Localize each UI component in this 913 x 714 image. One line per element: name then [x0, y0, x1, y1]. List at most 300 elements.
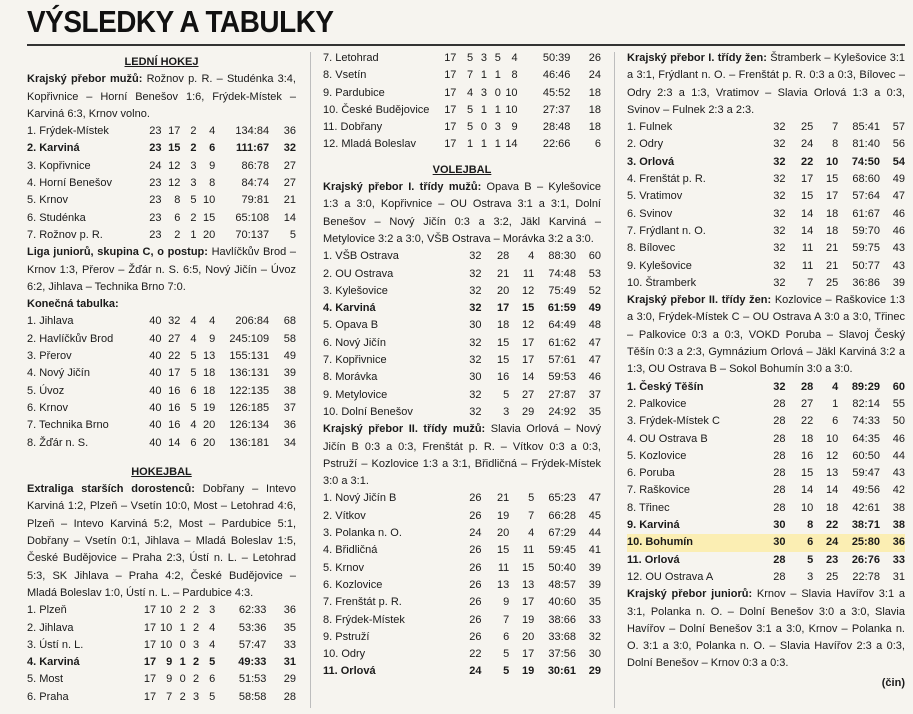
stat-cell: 26 — [469, 492, 482, 505]
table-row — [27, 140, 296, 157]
stat-cell: 65:108 — [235, 211, 270, 224]
stat-cell: 17 — [444, 138, 457, 151]
stat-cell: 4 — [511, 52, 518, 64]
stat-cell: 5 — [503, 388, 510, 401]
stat-cell: 12 — [168, 159, 181, 172]
stat-cell: 136:131 — [229, 367, 270, 380]
stat-cell: 10 — [826, 155, 839, 168]
stat-cell: 18 — [588, 103, 601, 116]
stat-cell: 85:41 — [852, 121, 880, 134]
team-name: 4. Karviná — [323, 302, 376, 315]
stat-cell: 21 — [826, 259, 839, 272]
stat-cell: 36 — [283, 125, 296, 138]
stat-cell: 70:137 — [235, 228, 270, 241]
table-row — [323, 387, 601, 404]
team-name: 10. Štramberk — [627, 276, 697, 289]
competition-name: Krajský přebor I. třídy žen: — [627, 52, 767, 64]
team-name: 1. Jihlava — [27, 315, 74, 328]
stat-cell: 79:81 — [241, 194, 270, 207]
table-row — [323, 612, 601, 629]
team-name: 7. Rožnov p. R. — [27, 228, 103, 241]
team-name: 5. Krnov — [323, 561, 364, 574]
stat-cell: 11 — [522, 544, 535, 557]
team-name: 9. Kylešovice — [627, 259, 692, 272]
stat-cell: 9 — [209, 332, 216, 345]
stat-cell: 84:74 — [241, 177, 270, 190]
stat-cell: 245:109 — [229, 332, 270, 345]
stat-cell: 57:47 — [238, 638, 267, 651]
stat-cell: 4 — [209, 638, 216, 651]
stat-cell: 31 — [283, 656, 296, 669]
stat-cell: 32 — [773, 121, 786, 134]
stat-cell: 38:71 — [851, 519, 880, 532]
stat-cell: 1 — [494, 103, 501, 116]
stat-cell: 7 — [466, 69, 474, 82]
stat-cell: 7 — [528, 509, 535, 522]
stat-cell: 49 — [588, 302, 601, 315]
stat-cell: 14 — [283, 211, 296, 224]
stat-cell: 15 — [522, 561, 535, 574]
stat-cell: 50 — [892, 415, 905, 428]
stat-cell: 27 — [283, 159, 296, 172]
table-row — [627, 154, 905, 171]
stat-cell: 37 — [588, 388, 601, 401]
stat-cell: 136:181 — [229, 436, 270, 449]
stat-cell: 36:86 — [852, 276, 880, 289]
stat-cell: 28 — [773, 449, 786, 462]
stat-cell: 17 — [522, 596, 535, 609]
stat-cell: 6 — [503, 630, 510, 643]
stat-cell: 81:40 — [852, 138, 880, 151]
page-headline: VÝSLEDKY A TABULKY — [27, 4, 334, 39]
stat-cell: 34 — [283, 436, 296, 449]
stat-cell: 88:30 — [548, 250, 576, 263]
stat-cell: 42 — [892, 484, 905, 497]
stat-cell: 57:61 — [548, 354, 576, 367]
stat-cell: 62:33 — [238, 604, 267, 617]
table-row — [323, 67, 601, 84]
table-row — [323, 102, 601, 119]
table-row — [27, 602, 296, 619]
stat-cell: 49:56 — [852, 484, 880, 497]
stat-cell: 21 — [826, 242, 839, 255]
stat-cell: 43 — [892, 467, 905, 480]
team-name: 1. Český Těšín — [627, 380, 704, 393]
stat-cell: 23 — [149, 142, 162, 155]
stat-cell: 32 — [469, 336, 482, 349]
stat-cell: 27 — [801, 397, 814, 410]
stat-cell: 15 — [522, 302, 535, 315]
stat-cell: 9 — [166, 673, 173, 686]
stat-cell: 32 — [168, 315, 181, 328]
team-name: 8. Bílovec — [627, 242, 676, 255]
stat-cell: 6 — [832, 415, 839, 428]
stat-cell: 60 — [588, 250, 601, 263]
stat-cell: 33:68 — [548, 630, 576, 643]
stat-cell: 23 — [149, 177, 162, 190]
stat-cell: 30:61 — [547, 665, 576, 678]
stat-cell: 22 — [826, 519, 839, 532]
results-text: Havlíčkův Brod – Krnov 1:3, Přerov – Žďár n. S. 6:5, Nový Jičín – Úvoz 6:2, Jihlava – Technika Brno 7:0. — [27, 246, 297, 293]
stat-cell: 52 — [588, 284, 601, 297]
competition-name: Krajský přebor mužů: — [27, 73, 143, 86]
team-name: 7. Technika Brno — [27, 419, 109, 432]
stat-cell: 3 — [480, 86, 487, 99]
stat-cell: 59:45 — [548, 544, 576, 557]
stat-cell: 0 — [480, 121, 487, 134]
team-name: 5. Vratimov — [627, 190, 683, 203]
stat-cell: 22 — [168, 350, 181, 363]
stat-cell: 26:76 — [851, 553, 880, 566]
stat-cell: 3 — [494, 121, 501, 134]
stat-cell: 5 — [466, 121, 474, 134]
column-2 — [323, 50, 601, 681]
stat-cell: 1 — [480, 103, 487, 116]
stat-cell: 16 — [168, 401, 181, 414]
team-name: 4. Horní Benešov — [27, 177, 112, 190]
table-row — [27, 313, 296, 330]
stat-cell: 10 — [160, 621, 173, 634]
table-row — [323, 119, 601, 136]
stat-cell: 57 — [892, 121, 905, 134]
stat-cell: 17 — [143, 621, 157, 634]
stat-cell: 20 — [497, 527, 510, 540]
stat-cell: 18 — [497, 319, 510, 332]
stat-cell: 16 — [497, 371, 510, 384]
team-name: 1. Plzeň — [27, 604, 67, 617]
stat-cell: 22:66 — [542, 138, 571, 151]
stat-cell: 26 — [469, 509, 482, 522]
stat-cell: 12 — [522, 284, 535, 297]
results-text: Rožnov p. R. – Studénka 3:4, Kopřivnice – Horní Benešov 1:6, Frýdek-Místek – Karviná 6:3, Krnov volno. — [27, 73, 296, 120]
stat-cell: 32 — [283, 142, 296, 155]
stat-cell: 28 — [773, 484, 786, 497]
stat-cell: 20 — [203, 228, 216, 241]
team-name: 6. Poruba — [627, 467, 675, 480]
stat-cell: 1 — [832, 397, 839, 410]
stat-cell: 13 — [497, 578, 510, 591]
team-name: 7. Letohrad — [323, 52, 379, 64]
stat-cell: 2 — [193, 673, 200, 686]
table-row — [27, 158, 296, 175]
stat-cell: 10 — [160, 604, 173, 617]
author-credit: (čin) — [881, 676, 905, 689]
stat-cell: 47 — [588, 492, 601, 505]
stat-cell: 10 — [505, 86, 518, 99]
stat-cell: 5 — [190, 194, 197, 207]
stat-cell: 22:78 — [852, 570, 880, 583]
stat-cell: 7 — [166, 690, 173, 703]
stat-cell: 14 — [505, 138, 518, 151]
stat-cell: 18 — [588, 121, 601, 134]
stat-cell: 17 — [143, 690, 157, 703]
stat-cell: 32 — [773, 207, 786, 220]
stat-cell: 28 — [773, 432, 786, 445]
stat-cell: 44 — [892, 449, 905, 462]
stat-cell: 30 — [588, 648, 601, 661]
stat-cell: 14 — [522, 371, 535, 384]
section-heading-ice-hockey: LEDNÍ HOKEJ — [124, 56, 199, 68]
stat-cell: 51:53 — [238, 673, 267, 686]
stat-cell: 19 — [203, 401, 216, 414]
table-row — [323, 490, 601, 507]
stat-cell: 66:28 — [548, 509, 576, 522]
stat-cell: 1 — [466, 138, 474, 151]
results-paragraph — [627, 586, 905, 672]
stat-cell: 4 — [209, 315, 216, 328]
results-text: Slavia Orlová – Nový Jičín B 0:3 a 0:3, Frenštát p. R. – Vítkov 0:3 a 0:3, Pstruží – Kozlovice 1:3 a 3:1, Břidličná – Frýdek-Místek 3:0 a 3:1. — [323, 423, 601, 488]
table-row — [627, 171, 905, 188]
stat-cell: 32 — [469, 267, 482, 280]
stat-cell: 2 — [193, 604, 200, 617]
team-name: 9. Pardubice — [323, 86, 385, 99]
stat-cell: 10 — [801, 501, 814, 514]
stat-cell: 58 — [283, 332, 296, 345]
stat-cell: 5 — [190, 367, 197, 380]
stat-cell: 29 — [588, 665, 601, 678]
table-row — [323, 525, 601, 542]
stat-cell: 4 — [528, 250, 535, 263]
stat-cell: 13 — [522, 578, 535, 591]
table-row — [627, 500, 905, 517]
team-name: 10. Bohumín — [627, 534, 755, 551]
team-name: 6. Krnov — [27, 401, 68, 414]
table-row — [323, 663, 601, 680]
stat-cell: 32 — [773, 259, 786, 272]
stat-cell: 4 — [528, 527, 535, 540]
stat-cell: 53 — [588, 267, 601, 280]
stat-cell: 5 — [494, 52, 501, 64]
stat-cell: 17 — [444, 86, 457, 99]
team-name: 12. OU Ostrava A — [627, 570, 714, 583]
stat-cell: 74:33 — [852, 415, 880, 428]
stat-cell: 6 — [190, 384, 197, 397]
table-row — [27, 331, 296, 348]
stat-cell: 59:75 — [852, 242, 880, 255]
team-name: 1. VŠB Ostrava — [323, 250, 399, 263]
stat-cell: 21 — [283, 194, 296, 207]
standings-table — [323, 50, 601, 154]
results-paragraph — [323, 179, 601, 248]
table-row — [627, 275, 905, 292]
stat-cell: 47 — [892, 190, 905, 203]
stat-cell: 8 — [209, 177, 216, 190]
stat-cell: 12 — [168, 177, 181, 190]
stat-cell: 17 — [444, 69, 457, 82]
stat-cell: 6 — [174, 211, 181, 224]
stat-cell: 26 — [469, 561, 482, 574]
stat-cell: 6 — [785, 534, 813, 551]
stat-cell: 39 — [588, 578, 601, 591]
stat-cell: 28 — [773, 397, 786, 410]
stat-cell: 28 — [497, 250, 510, 263]
table-row — [627, 431, 905, 448]
team-name: 7. Frýdlant n. O. — [627, 224, 706, 237]
team-name: 10. Dolní Benešov — [323, 405, 413, 418]
stat-cell: 42:61 — [852, 501, 880, 514]
competition-name: Krajský přebor II. třídy mužů: — [323, 423, 486, 436]
stat-cell: 155:131 — [229, 350, 270, 363]
table-row — [27, 348, 296, 365]
stat-cell: 21 — [497, 492, 510, 505]
stat-cell: 24 — [813, 534, 838, 551]
stat-cell: 36 — [880, 534, 905, 551]
stat-cell: 24 — [801, 138, 814, 151]
stat-cell: 28 — [773, 415, 786, 428]
team-name: 5. Krnov — [27, 194, 68, 207]
stat-cell: 32 — [773, 190, 786, 203]
stat-cell: 53:36 — [238, 621, 267, 634]
stat-cell: 2 — [193, 656, 200, 669]
standings-table — [27, 123, 296, 244]
stat-cell: 1 — [494, 138, 501, 151]
table-row — [627, 206, 905, 223]
stat-cell: 0 — [179, 673, 186, 686]
stat-cell: 134:84 — [235, 125, 270, 138]
stat-cell: 14 — [801, 207, 814, 220]
competition-name: Krajský přebor II. třídy žen: — [627, 294, 772, 307]
stat-cell: 74:50 — [851, 155, 880, 168]
team-name: 11. Dobřany — [323, 121, 383, 134]
stat-cell: 50:77 — [852, 259, 880, 272]
stat-cell: 3 — [209, 604, 216, 617]
stat-cell: 61:62 — [548, 336, 576, 349]
stat-cell: 32 — [773, 242, 786, 255]
stat-cell: 6 — [209, 673, 216, 686]
stat-cell: 40 — [149, 419, 162, 432]
competition-name: Liga juniorů, skupina C, o postup: — [27, 246, 208, 259]
team-name: 3. Přerov — [27, 350, 72, 363]
stat-cell: 4 — [466, 86, 474, 99]
stat-cell: 48 — [588, 319, 601, 332]
stat-cell: 25:80 — [838, 534, 880, 551]
stat-cell: 39 — [283, 367, 296, 380]
stat-cell: 30 — [469, 371, 482, 384]
table-row — [627, 119, 905, 136]
team-name: 1. Fulnek — [627, 121, 673, 134]
results-paragraph — [27, 244, 296, 296]
stat-cell: 26 — [469, 544, 482, 557]
team-name: 3. Ústí n. L. — [27, 638, 84, 651]
results-text: Opava B – Kylešovice 1:3 a 3:0, Kopřivnice – OU Ostrava 3:1 a 3:1, Dolní Benešov – Nový Jičín 0:3 a 3:2, Jäkl Karviná – Metylovice 3:2 a 3:0, VŠB Ostrava – Morávka 3:2 a 3:0. — [323, 181, 601, 245]
stat-cell: 14 — [168, 436, 181, 449]
stat-cell: 1 — [179, 621, 186, 634]
stat-cell: 55 — [892, 397, 905, 410]
stat-cell: 10 — [826, 432, 839, 445]
stat-cell: 2 — [193, 621, 200, 634]
stat-cell: 17 — [143, 673, 157, 686]
team-name: 10. České Budějovice — [323, 103, 430, 116]
stat-cell: 5 — [190, 401, 197, 414]
stat-cell: 4 — [190, 332, 197, 345]
stat-cell: 38 — [283, 384, 296, 397]
table-row — [323, 85, 601, 102]
stat-cell: 9 — [209, 159, 216, 172]
stat-cell: 8 — [511, 69, 518, 82]
standings-table — [323, 248, 601, 421]
stat-cell: 22 — [469, 648, 482, 661]
stat-cell: 24 — [588, 69, 601, 82]
stat-cell: 2 — [190, 142, 197, 155]
stat-cell: 45 — [588, 509, 601, 522]
stat-cell: 5 — [528, 492, 535, 505]
stat-cell: 89:29 — [851, 380, 880, 393]
team-name: 12. Mladá Boleslav — [323, 138, 416, 151]
team-name: 11. Orlová — [323, 665, 376, 678]
stat-cell: 27:87 — [548, 388, 576, 401]
stat-cell: 46 — [892, 224, 905, 237]
stat-cell: 11 — [497, 561, 510, 574]
stat-cell: 27 — [283, 177, 296, 190]
stat-cell: 15 — [203, 211, 216, 224]
stat-cell: 10 — [505, 103, 518, 116]
stat-cell: 4 — [832, 380, 839, 393]
stat-cell: 23 — [149, 194, 162, 207]
team-name: 4. Nový Jičín — [27, 367, 90, 380]
table-row — [27, 671, 296, 688]
stat-cell: 6 — [594, 138, 601, 151]
results-text: Krnov – Slavia Havířov 3:1 a 3:1, Polanka n. O. – Dolní Benešov 3:0 a 3:0, Slavia Havířov – Dolní Benešov 3:1 a 3:0, Krnov – Polanka n. O. 3:1 a 3:0, Polanka n. O. – Slavia Havířov 2:3 a 0:3, Dolní Benešov – Krnov 0:3 a 0:3. — [627, 588, 905, 670]
stat-cell: 17 — [143, 656, 157, 669]
stat-cell: 5 — [466, 103, 474, 116]
stat-cell: 32 — [773, 173, 786, 186]
table-row — [323, 594, 601, 611]
stat-cell: 3 — [480, 52, 487, 64]
stat-cell: 2 — [179, 604, 186, 617]
stat-cell: 32 — [773, 155, 786, 168]
stat-cell: 17 — [143, 604, 157, 617]
stat-cell: 24 — [469, 527, 482, 540]
table-row — [627, 482, 905, 499]
stat-cell: 46:46 — [542, 69, 571, 82]
team-name: 8. Třinec — [627, 501, 670, 514]
competition-name: Krajský přebor juniorů: — [627, 588, 753, 601]
column-1 — [27, 50, 296, 706]
team-name: 5. Most — [27, 673, 64, 686]
stat-cell: 20 — [497, 284, 510, 297]
table-row — [627, 258, 905, 275]
stat-cell: 17 — [801, 173, 814, 186]
table-row — [323, 369, 601, 386]
stat-cell: 2 — [174, 228, 181, 241]
results-text: Kozlovice – Raškovice 1:3 a 3:0, Frýdek-Místek C – OU Ostrava A 3:0 a 3:0, Třinec – Palkovice 0:3 a 0:3, VOKD Poruba – Slavoj Český Těšín 0:3 a 2:3, Gymnázium Orlová – Jäkl Karviná 3:2 a 1:3, OU Ostrava B – Sokol Bohumín 3:0 a 3:0. — [627, 294, 905, 376]
stat-cell: 24 — [149, 159, 162, 172]
stat-cell: 35 — [588, 405, 601, 418]
stat-cell: 7 — [807, 276, 814, 289]
stat-cell: 18 — [801, 432, 814, 445]
competition-name: Extraliga starších dorostenců: — [27, 483, 195, 496]
table-row — [323, 136, 601, 153]
stat-cell: 49 — [283, 350, 296, 363]
stat-cell: 59:53 — [548, 371, 576, 384]
stat-cell: 28 — [773, 501, 786, 514]
stat-cell: 18 — [203, 384, 216, 397]
stat-cell: 206:84 — [235, 315, 270, 328]
results-paragraph — [27, 71, 296, 123]
stat-cell: 28 — [801, 380, 814, 393]
stat-cell: 19 — [497, 509, 510, 522]
table-row — [27, 123, 296, 140]
table-row — [627, 517, 905, 534]
table-row — [323, 248, 601, 265]
stat-cell: 4 — [209, 621, 216, 634]
stat-cell: 0 — [179, 638, 186, 651]
section-heading-hokejbal: HOKEJBAL — [131, 465, 192, 478]
table-row — [323, 629, 601, 646]
table-row — [323, 266, 601, 283]
stat-cell: 26 — [469, 578, 482, 591]
headline-rule — [27, 44, 905, 46]
